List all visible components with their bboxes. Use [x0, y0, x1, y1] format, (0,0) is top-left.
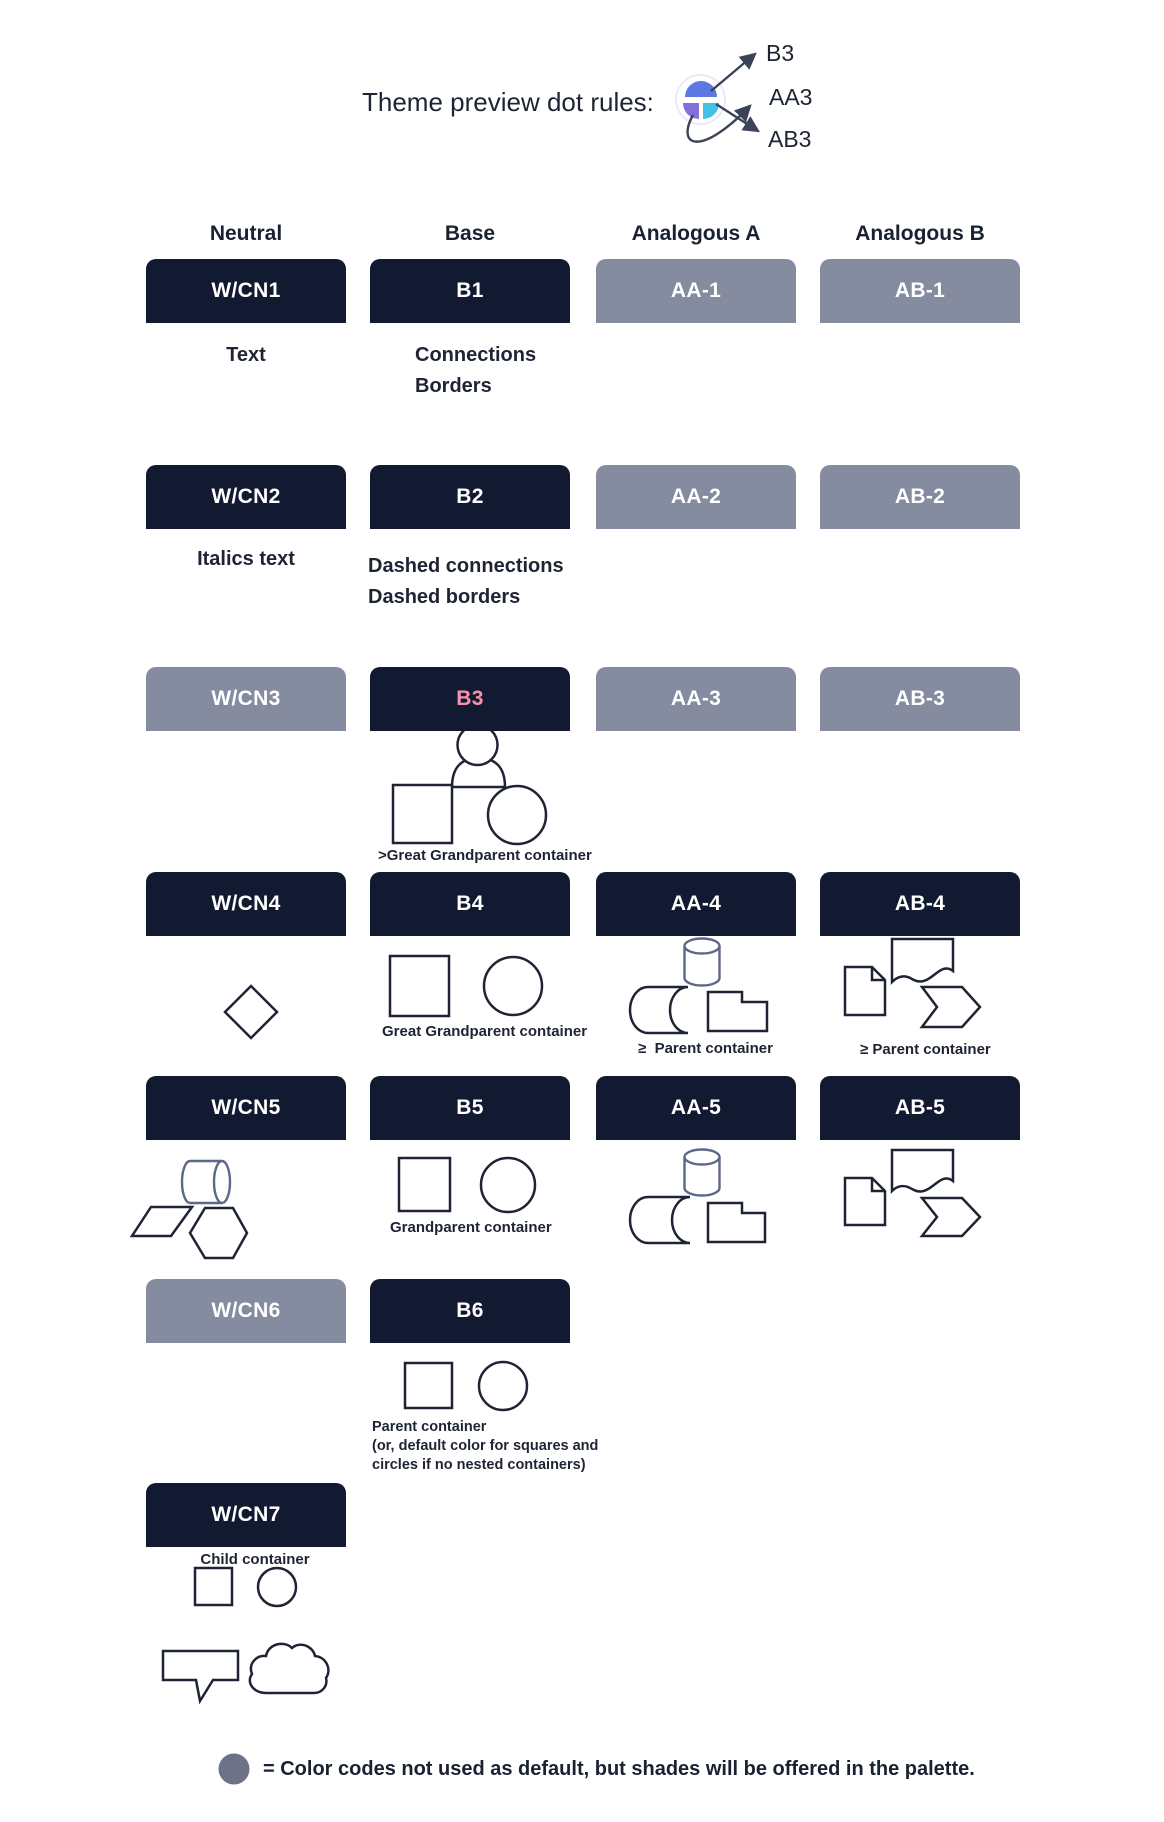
square-shape [390, 956, 449, 1016]
person-head-shape [458, 725, 498, 765]
folder-tab-shape [708, 992, 767, 1031]
chevron-shape [922, 1198, 980, 1236]
swatch-wcn6: W/CN6 [146, 1279, 346, 1343]
circle-shape [479, 1362, 527, 1410]
database-cylinder-shape [685, 1150, 720, 1196]
caption-parent-line3: circles if no nested containers) [372, 1457, 586, 1473]
note-dashed-line1: Dashed connections [368, 555, 564, 577]
ab5-shape-group [845, 1150, 980, 1236]
swatch-b3: B3 [370, 667, 570, 731]
circle-shape [481, 1158, 535, 1212]
theme-preview-dot-icon [676, 75, 725, 124]
swatch-aa4: AA-4 [596, 872, 796, 936]
aa4-shape-group [630, 939, 767, 1034]
swatch-aa3: AA-3 [596, 667, 796, 731]
stored-data-shape [630, 987, 688, 1033]
b5-shape-group [399, 1158, 535, 1212]
caption-parent-line1: Parent container [372, 1419, 487, 1435]
caption-child: Child container [200, 1551, 310, 1568]
folder-tab-shape [708, 1203, 765, 1242]
swatch-b5: B5 [370, 1076, 570, 1140]
square-shape [195, 1568, 232, 1605]
horizontal-cylinder-shape [182, 1161, 230, 1203]
caption-parent [372, 1418, 598, 1475]
swatch-ab5: AB-5 [820, 1076, 1020, 1140]
caption-great-grandparent: Great Grandparent container [382, 1023, 588, 1040]
parallelogram-shape [132, 1207, 192, 1236]
note-text: Text [226, 344, 266, 366]
swatch-aa1: AA-1 [596, 259, 796, 323]
swatch-b6: B6 [370, 1279, 570, 1343]
wcn5-shape-group [132, 1161, 247, 1258]
swatch-ab4: AB-4 [820, 872, 1020, 936]
circle-shape [488, 786, 546, 844]
square-shape [405, 1363, 452, 1408]
dot-rule-label-b3: B3 [766, 40, 795, 66]
chevron-shape [922, 987, 980, 1027]
aa5-shape-group [630, 1150, 765, 1244]
swatch-b2: B2 [370, 465, 570, 529]
note-connections-line1: Connections [415, 344, 537, 366]
diamond-shape [225, 986, 277, 1038]
swatch-b4: B4 [370, 872, 570, 936]
swatch-aa2: AA-2 [596, 465, 796, 529]
caption-grandparent: Grandparent container [390, 1219, 552, 1236]
swatch-wcn5: W/CN5 [146, 1076, 346, 1140]
column-header-analogous-b: Analogous B [855, 222, 985, 245]
square-shape [399, 1158, 450, 1211]
dot-rule-label-aa3: AA3 [769, 84, 813, 110]
wcn7-child-shape-group [195, 1568, 296, 1606]
page-title: Theme preview dot rules: [362, 87, 654, 117]
swatch-wcn1: W/CN1 [146, 259, 346, 323]
swatch-ab1: AB-1 [820, 259, 1020, 323]
column-header-neutral: Neutral [209, 222, 283, 245]
note-dashed [368, 551, 564, 613]
swatch-wcn3: W/CN3 [146, 667, 346, 731]
arrow-to-b3 [711, 54, 755, 91]
swatch-wcn7: W/CN7 [146, 1483, 346, 1547]
swatch-wcn2: W/CN2 [146, 465, 346, 529]
note-connections-line2: Borders [415, 375, 492, 397]
square-shape [393, 785, 452, 843]
swatch-aa5: AA-5 [596, 1076, 796, 1140]
speech-bubble-shape [163, 1651, 238, 1701]
circle-shape [484, 957, 542, 1015]
swatch-wcn4: W/CN4 [146, 872, 346, 936]
ab4-shape-group [845, 939, 980, 1027]
swatch-b1: B1 [370, 259, 570, 323]
caption-gte-parent-ab: ≥ Parent container [860, 1041, 991, 1058]
page-shape [845, 967, 885, 1015]
page-shape [845, 1178, 885, 1225]
database-cylinder-shape [685, 939, 720, 986]
b6-shape-group [405, 1362, 527, 1410]
caption-parent-line2: (or, default color for squares and [372, 1438, 599, 1454]
legend-gray-dot-icon [219, 1754, 250, 1785]
dot-rule-label-ab3: AB3 [768, 126, 812, 152]
column-header-base: Base [444, 222, 496, 245]
hexagon-shape [190, 1208, 247, 1258]
wcn7-extra-shape-group [163, 1644, 328, 1701]
wavy-document-shape [892, 939, 953, 982]
caption-gte-parent-aa: ≥ Parent container [638, 1040, 773, 1057]
caption-gt-great-grandparent: >Great Grandparent container [378, 847, 592, 864]
b4-shape-group [390, 956, 542, 1016]
swatch-ab3: AB-3 [820, 667, 1020, 731]
swatch-ab2: AB-2 [820, 465, 1020, 529]
b3-shape-group [393, 725, 546, 844]
circle-shape [258, 1568, 296, 1606]
stored-data-shape [630, 1197, 690, 1243]
wavy-document-shape [892, 1150, 953, 1191]
cloud-shape [250, 1644, 329, 1693]
note-italics-text: Italics text [197, 548, 295, 570]
legend-note: = Color codes not used as default, but shades will be offered in the palette. [263, 1758, 975, 1780]
column-header-analogous-a: Analogous A [631, 222, 761, 245]
note-connections [415, 340, 536, 402]
note-dashed-line2: Dashed borders [368, 586, 521, 608]
